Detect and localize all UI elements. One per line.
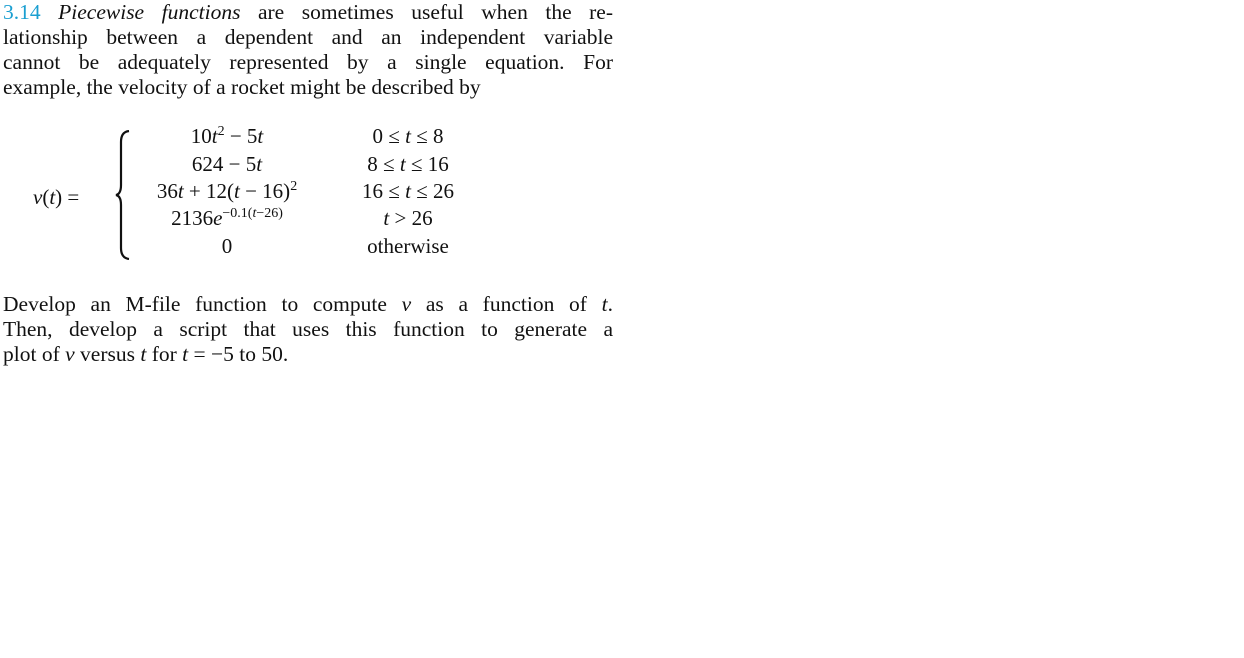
problem-intro bbox=[3, 0, 613, 100]
intro-line-1-text: are sometimes useful when the re- bbox=[240, 0, 613, 24]
case-1-condition: 0 ≤ t ≤ 8 bbox=[372, 124, 444, 148]
problem-task bbox=[3, 292, 613, 367]
task-line-2: Then, develop a script that uses this function to generate a bbox=[3, 317, 613, 341]
problem-number: 3.14 bbox=[3, 0, 41, 24]
task-line-3: plot of v versus t for t = −5 to 50. bbox=[3, 342, 289, 366]
case-2-condition: 8 ≤ t ≤ 16 bbox=[367, 152, 449, 176]
case-4-expression: $2136e^{-0.1(t-26)}$ bbox=[171, 206, 283, 230]
equation-lhs: v(t) = bbox=[33, 185, 80, 209]
task-line-1: Develop an M-file function to compute v as a function of t. bbox=[3, 292, 613, 316]
intro-line-4: example, the velocity of a rocket might be described by bbox=[3, 75, 481, 99]
case-3-condition: 16 ≤ t ≤ 26 bbox=[362, 179, 454, 203]
piecewise-equation bbox=[3, 118, 613, 278]
problem-3-14 bbox=[3, 0, 613, 367]
intro-italic: Piecewise functions bbox=[58, 0, 241, 24]
intro-line-3: cannot be adequately represented by a single equation. For bbox=[3, 50, 613, 74]
intro-line-1 bbox=[3, 0, 613, 25]
case-3-expression: $36t + 12(t - 16)^2$ bbox=[156, 179, 298, 203]
case-5-condition: otherwise bbox=[367, 234, 449, 258]
case-2-expression: 624 − 5t bbox=[191, 152, 263, 176]
intro-line-2: lationship between a dependent and an independent variable bbox=[3, 25, 613, 49]
case-1-expression: $10t^2 - 5t$ bbox=[190, 124, 264, 148]
case-4-condition: t > 26 bbox=[383, 206, 433, 230]
case-5-expression: 0 bbox=[221, 234, 233, 258]
